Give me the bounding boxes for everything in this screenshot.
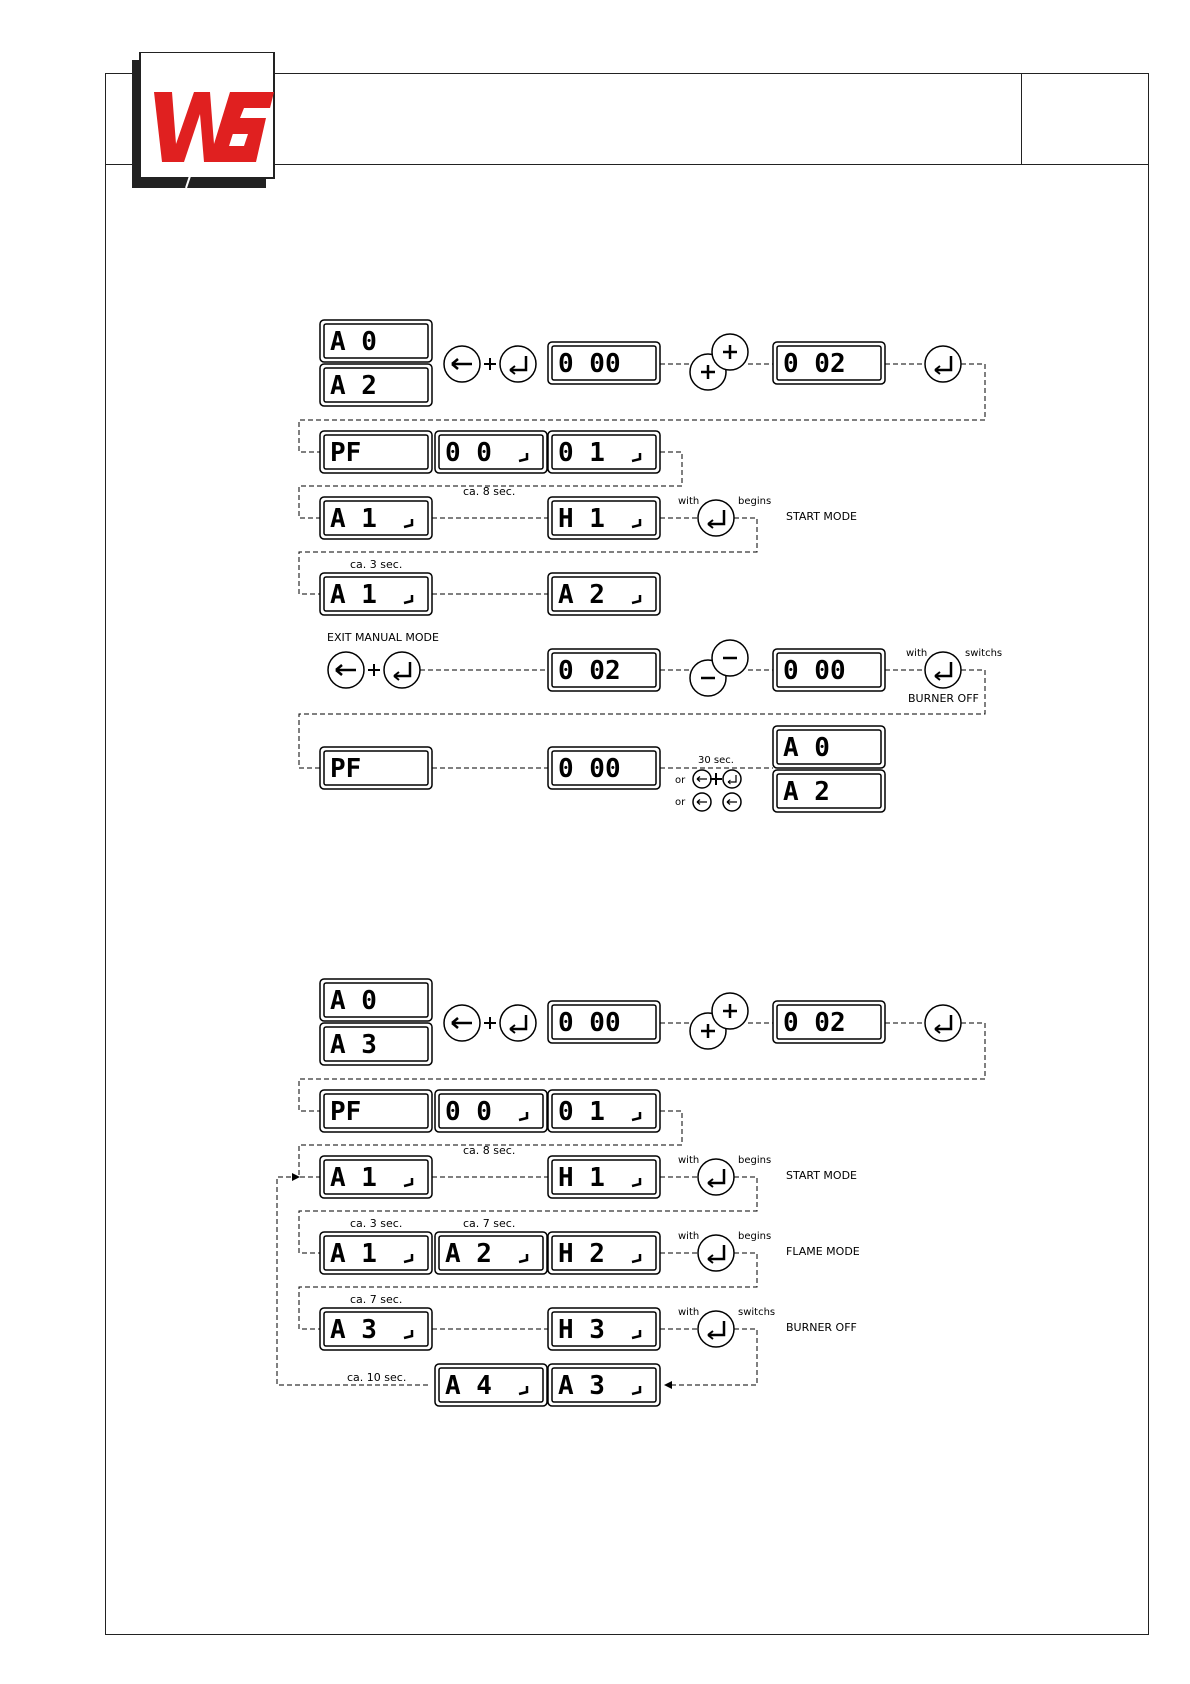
d1-display-000 [548, 342, 660, 384]
d2-plus-button-icon-b [712, 993, 748, 1029]
d2-label-with3: with [678, 1307, 700, 1318]
d2-display-pf-text: PF [330, 1097, 362, 1127]
d1-label-switchs: switchs [965, 648, 1003, 659]
d2-display-00 [435, 1090, 547, 1132]
d1-display-a2 [548, 573, 660, 615]
d2-display-00-text: 0 0 [445, 1097, 492, 1127]
d1-display-a1 [320, 497, 432, 539]
d2-label-ca7: ca. 7 sec. [463, 1217, 516, 1230]
d1-enter-icon [500, 346, 536, 382]
d1-label-burner-off: BURNER OFF [908, 692, 979, 705]
d2-label-start-mode: START MODE [786, 1169, 858, 1182]
d1-display-000b [773, 649, 885, 691]
d2-plus-sign [484, 1017, 496, 1029]
d2-label-flame-mode: FLAME MODE [786, 1245, 860, 1258]
d1-label-begins: begins [738, 496, 772, 507]
d2-display-01-text: 0 1 [558, 1097, 605, 1127]
d2-display-pf [320, 1090, 432, 1132]
d2-label-ca3: ca. 3 sec. [350, 1217, 403, 1230]
d1-display-000b-text: 0 00 [783, 656, 846, 686]
d2-enter-icon [500, 1005, 536, 1041]
d1-display-00-text: 0 0 [445, 438, 492, 468]
d1-left-arrow-icon-small [693, 770, 711, 788]
d1-display-end-a2-text: A 2 [783, 777, 830, 807]
d2-display-h3-text: H 3 [558, 1315, 605, 1345]
d2-display-a1b-text: A 1 [330, 1239, 377, 1269]
d2-display-01 [548, 1090, 660, 1132]
d2-label-burner-off: BURNER OFF [786, 1321, 857, 1334]
d1-plus-sign-exit [368, 664, 380, 676]
d2-display-a3 [320, 1023, 432, 1065]
d1-label-with: with [678, 496, 700, 507]
d2-display-a4 [435, 1364, 547, 1406]
d1-display-a0-text: A 0 [330, 327, 377, 357]
d2-display-a3c-text: A 3 [558, 1371, 605, 1401]
d2-display-002 [773, 1001, 885, 1043]
d1-display-h1 [548, 497, 660, 539]
d2-label-with1: with [678, 1155, 700, 1166]
d1-minus-button-icon-b [712, 640, 748, 676]
d2-display-a3-text: A 3 [330, 1030, 377, 1060]
d1-left-arrow-icon-exit [328, 652, 364, 688]
d1-left-arrow-icon [444, 346, 480, 382]
d1-display-h1-text: H 1 [558, 504, 605, 534]
d2-enter-icon-4 [698, 1235, 734, 1271]
d1-label-with2: with [906, 648, 928, 659]
d2-label-begins1: begins [738, 1155, 772, 1166]
d1-enter-icon-3 [698, 500, 734, 536]
d1-display-end-a0-text: A 0 [783, 733, 830, 763]
d1-label-exit-manual-mode: EXIT MANUAL MODE [327, 631, 439, 644]
d1-display-a2-text: A 2 [558, 580, 605, 610]
d1-display-00 [435, 431, 547, 473]
d2-display-000 [548, 1001, 660, 1043]
d2-label-with2: with [678, 1231, 700, 1242]
d1-display-002b-text: 0 02 [558, 656, 621, 686]
d2-left-arrow-icon [444, 1005, 480, 1041]
d1-enter-icon-small [723, 770, 741, 788]
d1-display-end-a2 [773, 770, 885, 812]
d1-plus-sign-small [710, 773, 722, 785]
d1-display-000c [548, 747, 660, 789]
d2-enter-icon-5 [698, 1311, 734, 1347]
d2-display-a4-text: A 4 [445, 1371, 492, 1401]
d1-plus-button-icon-b [712, 334, 748, 370]
flow-line [277, 1177, 428, 1385]
d1-display-a0 [320, 320, 432, 362]
d2-label-ca7b: ca. 7 sec. [350, 1293, 403, 1306]
d1-label-start-mode: START MODE [786, 510, 858, 523]
d2-label-ca10: ca. 10 sec. [347, 1371, 407, 1384]
d1-enter-icon-2 [925, 346, 961, 382]
d1-display-002-text: 0 02 [783, 349, 846, 379]
d1-display-a1b-text: A 1 [330, 580, 377, 610]
d2-display-h1-text: H 1 [558, 1163, 605, 1193]
d1-display-000c-text: 0 00 [558, 754, 621, 784]
d2-display-a1b [320, 1232, 432, 1274]
d1-display-01-text: 0 1 [558, 438, 605, 468]
d1-display-a1b [320, 573, 432, 615]
d1-enter-icon-4 [925, 652, 961, 688]
d1-display-002 [773, 342, 885, 384]
d1-display-pf-text: PF [330, 438, 362, 468]
d1-label-or1: or [675, 775, 686, 786]
d2-label-switchs: switchs [738, 1307, 776, 1318]
d1-display-pf [320, 431, 432, 473]
d1-left-arrow-icon-small-2 [693, 793, 711, 811]
d1-label-30sec: 30 sec. [698, 755, 734, 766]
d2-display-a2-text: A 2 [445, 1239, 492, 1269]
d1-display-pfb [320, 747, 432, 789]
d1-display-002b [548, 649, 660, 691]
d2-label-begins2: begins [738, 1231, 772, 1242]
d1-display-a2 [320, 364, 432, 406]
d1-label-ca3: ca. 3 sec. [350, 558, 403, 571]
d2-display-a1 [320, 1156, 432, 1198]
d1-label-or2: or [675, 797, 686, 808]
d2-label-ca8: ca. 8 sec. [463, 1144, 516, 1157]
d1-enter-icon-exit [384, 652, 420, 688]
d2-display-a1-text: A 1 [330, 1163, 377, 1193]
d2-display-a2 [435, 1232, 547, 1274]
d1-display-000-text: 0 00 [558, 349, 621, 379]
d1-left-arrow-icon-small-3 [723, 793, 741, 811]
d2-arrow-to-a3 [664, 1381, 672, 1389]
d2-enter-icon-2 [925, 1005, 961, 1041]
d1-display-a2-text: A 2 [330, 371, 377, 401]
d2-enter-icon-3 [698, 1159, 734, 1195]
d2-display-h2-text: H 2 [558, 1239, 605, 1269]
d2-display-h3 [548, 1308, 660, 1350]
d2-display-a3b-text: A 3 [330, 1315, 377, 1345]
d1-display-a1-text: A 1 [330, 504, 377, 534]
d2-display-a3b [320, 1308, 432, 1350]
d2-display-a3c [548, 1364, 660, 1406]
d2-display-h2 [548, 1232, 660, 1274]
d1-plus-sign [484, 358, 496, 370]
d2-display-002-text: 0 02 [783, 1008, 846, 1038]
d2-display-000-text: 0 00 [558, 1008, 621, 1038]
d2-display-h1 [548, 1156, 660, 1198]
d2-display-a0-text: A 0 [330, 986, 377, 1016]
d1-display-01 [548, 431, 660, 473]
d1-display-end-a0 [773, 726, 885, 768]
d2-display-a0 [320, 979, 432, 1021]
d1-label-ca8: ca. 8 sec. [463, 485, 516, 498]
d1-display-pfb-text: PF [330, 754, 362, 784]
